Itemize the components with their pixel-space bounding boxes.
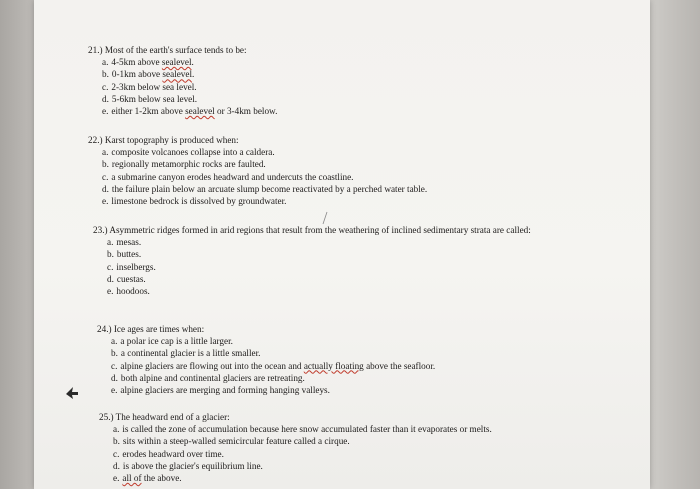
option-letter: e.: [107, 286, 114, 297]
option-text: the failure plain below an arcuate slump become reactivated by a perched water table.: [111, 183, 428, 194]
option-text: either 1-2km above: [111, 106, 186, 117]
answer-option: [88, 171, 588, 183]
option-letter: e.: [111, 385, 118, 396]
answer-option: [99, 460, 579, 472]
option-letter: b.: [107, 249, 114, 260]
misspelled-word: actually floating: [303, 360, 364, 371]
option-text: alpine glaciers are flowing out into the ocean and: [120, 360, 304, 371]
answer-option: [97, 347, 577, 359]
answer-option: [97, 384, 577, 396]
answer-option: [99, 423, 579, 435]
question-stem: 23.) Asymmetric ridges formed in arid regions that result from the weathering of inclined sedimentary strata are called:: [93, 225, 531, 235]
option-text: 2-3km below sea level.: [111, 81, 197, 92]
option-letter: a.: [102, 57, 109, 68]
option-text: a submarine canyon erodes headward and undercuts the coastline.: [111, 171, 354, 182]
option-letter: c.: [107, 261, 114, 272]
option-text: alpine glaciers are merging and forming hanging valleys.: [120, 385, 330, 396]
question-stem: 22.) Karst topography is produced when:: [88, 135, 239, 145]
answer-option: [93, 285, 593, 297]
option-text: cuestas.: [116, 273, 146, 284]
option-text: is above the glacier's equilibrium line.: [122, 460, 263, 471]
question-21: [88, 44, 588, 117]
pen-mark: [322, 211, 328, 225]
answer-option: [93, 273, 593, 285]
option-letter: b.: [102, 159, 109, 170]
question-23: [93, 224, 593, 297]
option-letter: c.: [113, 448, 120, 459]
option-letter: a.: [107, 237, 114, 248]
option-letter: d.: [113, 460, 120, 471]
answer-option: [93, 236, 593, 248]
answer-option: [97, 372, 577, 384]
option-text: regionally metamorphic rocks are faulted.: [111, 159, 266, 170]
option-letter: a.: [111, 336, 118, 347]
option-text: 4-5km above: [111, 57, 162, 68]
option-letter: d.: [111, 372, 118, 383]
option-text-tail: .: [192, 69, 195, 80]
answer-option: [99, 472, 579, 484]
answer-option: [88, 183, 588, 195]
option-letter: b.: [113, 436, 120, 447]
option-letter: b.: [102, 69, 109, 80]
cursor-arrow-icon: [65, 386, 79, 400]
misspelled-word: sealevel: [185, 106, 215, 117]
option-letter: c.: [102, 171, 109, 182]
option-letter: d.: [102, 93, 109, 104]
option-letter: e.: [102, 106, 109, 117]
option-letter: e.: [113, 473, 120, 484]
answer-option: [88, 93, 588, 105]
question-24: [97, 323, 577, 396]
option-letter: c.: [111, 360, 118, 371]
answer-option: [88, 56, 588, 68]
misspelled-word: sealevel: [161, 57, 192, 68]
answer-option: [93, 248, 593, 260]
answer-option: [97, 360, 577, 372]
option-text: buttes.: [116, 249, 142, 260]
answer-option: [88, 105, 588, 117]
option-text: a continental glacier is a little smaller.: [120, 348, 261, 359]
option-letter: a.: [113, 424, 120, 435]
option-text-tail: or 3-4km below.: [214, 106, 278, 117]
option-text-tail: .: [191, 57, 194, 68]
option-text: limestone bedrock is dissolved by groundwater.: [111, 196, 287, 207]
option-text: 0-1km above: [111, 69, 163, 80]
answer-option: [88, 81, 588, 93]
answer-option: [97, 335, 577, 347]
misspelled-word: sealevel: [162, 69, 193, 80]
option-text: 5-6km below sea level.: [111, 93, 198, 104]
option-text: sits within a steep-walled semicircular feature called a cirque.: [122, 436, 350, 447]
option-letter: e.: [102, 196, 109, 207]
question-22: [88, 134, 588, 207]
option-text: is called the zone of accumulation because here snow accumulated faster than it evaporates or melts.: [122, 424, 492, 435]
option-text: inselbergs.: [116, 261, 156, 272]
answer-option: [93, 261, 593, 273]
answer-option: [99, 448, 579, 460]
option-text: both alpine and continental glaciers are retreating.: [120, 372, 305, 383]
answer-option: [88, 146, 588, 158]
option-letter: a.: [102, 147, 109, 158]
option-text: erodes headward over time.: [122, 448, 224, 459]
answer-option: [88, 68, 588, 80]
option-text: composite volcanoes collapse into a caldera.: [111, 147, 275, 158]
question-25: [99, 411, 579, 484]
option-letter: c.: [102, 81, 109, 92]
answer-option: [88, 158, 588, 170]
option-text: hoodoos.: [116, 286, 150, 297]
option-letter: b.: [111, 348, 118, 359]
answer-option: [88, 195, 588, 207]
option-text: a polar ice cap is a little larger.: [120, 336, 233, 347]
question-stem: 25.) The headward end of a glacier:: [99, 412, 230, 422]
option-text-tail: above the seafloor.: [363, 360, 436, 371]
option-letter: d.: [102, 183, 109, 194]
answer-option: [99, 435, 579, 447]
option-letter: d.: [107, 273, 114, 284]
misspelled-word: all of: [122, 473, 142, 484]
question-stem: 24.) Ice ages are times when:: [97, 324, 205, 334]
option-text-tail: the above.: [141, 473, 182, 484]
option-text: mesas.: [116, 237, 142, 248]
question-stem: 21.) Most of the earth's surface tends to be:: [88, 45, 247, 55]
